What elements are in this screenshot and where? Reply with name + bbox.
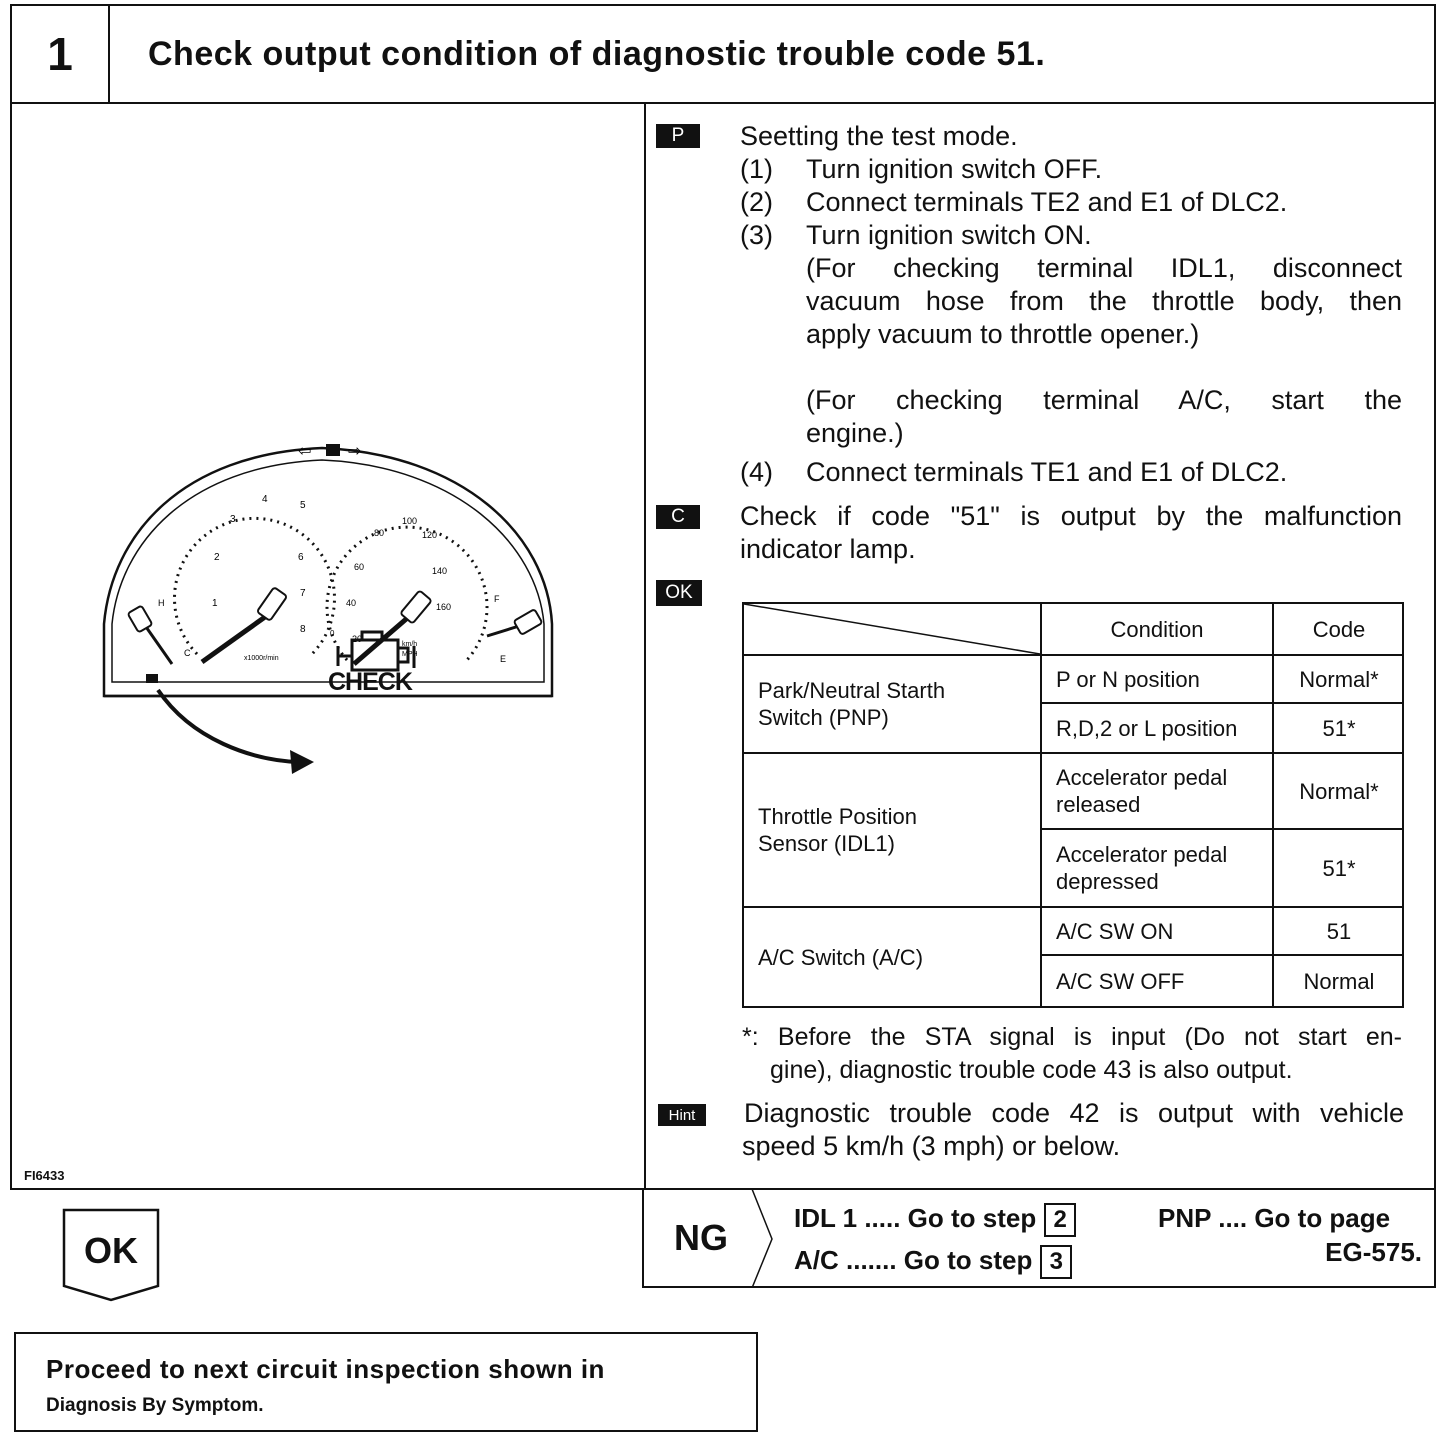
- fuel-gauge: [487, 594, 542, 664]
- header-code: Code: [1312, 616, 1366, 642]
- hint-tag: Hint: [658, 1104, 706, 1126]
- speed-unit-label: km/h: [402, 641, 418, 648]
- turn-signal-left-icon: ⇦: [298, 441, 312, 460]
- step4-text: Connect terminals TE1 and E1 of DLC2.: [806, 457, 1288, 487]
- step3-number: (3): [740, 220, 773, 250]
- check-label: CHECK: [328, 668, 412, 696]
- step-2-link[interactable]: 2: [1044, 1203, 1076, 1237]
- ng-ac-line: A/C ....... Go to step 3: [794, 1245, 1072, 1279]
- tps-label: Throttle Position Sensor (IDL1): [758, 804, 917, 856]
- proceed-line2[interactable]: Diagnosis By Symptom.: [46, 1395, 264, 1416]
- footnote-line1: *: Before the STA signal is input (Do not start en-: [742, 1023, 1402, 1051]
- ng-idl-line: IDL 1 ..... Go to step 2: [794, 1203, 1076, 1237]
- tps-cond-1: Accelerator pedal released: [1056, 765, 1228, 817]
- pnp-code-2: 51*: [1322, 715, 1356, 741]
- ac-note-line1: (For checking terminal A/C, start the: [806, 385, 1402, 415]
- pnp-cond-1: P or N position: [1056, 666, 1200, 692]
- idl1-note-line3: apply vacuum to throttle opener.): [806, 319, 1200, 349]
- instrument-cluster-illustration: [102, 424, 562, 784]
- hint-line2: speed 5 km/h (3 mph) or below.: [742, 1131, 1121, 1161]
- step3-text: Turn ignition switch ON.: [806, 220, 1092, 250]
- svg-text:140: 140: [432, 566, 448, 576]
- idl1-note-line2: vacuum hose from the throttle body, then: [806, 286, 1402, 316]
- pnp-code-1: Normal*: [1299, 666, 1379, 692]
- ok-tag: OK: [656, 580, 702, 606]
- rpm-unit-label: x1000r/min: [244, 655, 279, 662]
- svg-text:6: 6: [298, 552, 304, 563]
- svg-text:40: 40: [346, 598, 357, 608]
- step2-number: (2): [740, 187, 773, 217]
- ok-label: OK: [84, 1230, 138, 1271]
- pnp-cond-2: R,D,2 or L position: [1056, 715, 1238, 741]
- tachometer: [175, 494, 335, 662]
- svg-text:120: 120: [422, 530, 438, 540]
- hint-line1: Diagnostic trouble code 42 is output with vehicle: [744, 1098, 1404, 1128]
- svg-text:F: F: [494, 594, 500, 604]
- speed-unit-label-2: MPH: [402, 651, 418, 658]
- step-3-link[interactable]: 3: [1040, 1245, 1072, 1279]
- setup-title: Seetting the test mode.: [740, 121, 1018, 151]
- ng-pnp-line2[interactable]: EG-575.: [1325, 1237, 1422, 1267]
- ac-cond-1: A/C SW ON: [1056, 918, 1174, 944]
- header-condition: Condition: [1110, 616, 1204, 642]
- beam-icon: [326, 444, 340, 456]
- tps-code-1: Normal*: [1299, 778, 1379, 804]
- p-tag: P: [656, 124, 700, 148]
- ok-result-badge: [62, 1208, 162, 1309]
- svg-text:0: 0: [330, 629, 335, 638]
- ac-cond-2: A/C SW OFF: [1056, 968, 1185, 994]
- callout-arrow: [158, 690, 298, 762]
- ng-label: NG: [674, 1217, 728, 1258]
- ng-pnp-line1: PNP .... Go to page: [1158, 1203, 1391, 1233]
- svg-text:7: 7: [300, 588, 306, 599]
- step-title: Check output condition of diagnostic trouble code 51.: [148, 34, 1046, 73]
- step-number: 1: [12, 6, 110, 102]
- ac-label: A/C Switch (A/C): [758, 944, 924, 970]
- svg-text:8: 8: [300, 624, 306, 635]
- svg-text:20: 20: [352, 634, 363, 644]
- svg-text:80: 80: [374, 528, 385, 538]
- c-tag: C: [656, 505, 700, 529]
- svg-text:H: H: [158, 598, 165, 608]
- turn-signal-right-icon: ⇨: [348, 441, 362, 460]
- ac-code-1: 51: [1326, 918, 1352, 944]
- ng-chevron: [748, 1189, 778, 1288]
- pnp-label: Park/Neutral Starth Switch (PNP): [758, 678, 946, 730]
- svg-text:C: C: [184, 648, 191, 658]
- svg-text:4: 4: [262, 494, 268, 505]
- svg-text:160: 160: [436, 602, 452, 612]
- check-line1: Check if code "51" is output by the malfunction: [740, 501, 1402, 531]
- step2-text: Connect terminals TE2 and E1 of DLC2.: [806, 187, 1288, 217]
- svg-text:2: 2: [214, 552, 220, 563]
- cluster-outline: [104, 448, 552, 696]
- proceed-box: [14, 1332, 758, 1432]
- cluster-check-lamp: [146, 674, 158, 683]
- svg-text:5: 5: [300, 500, 306, 511]
- ac-note-line2: engine.): [806, 418, 904, 448]
- svg-text:60: 60: [354, 562, 365, 572]
- idl1-note-line1: (For checking terminal IDL1, disconnect: [806, 253, 1402, 283]
- svg-text:1: 1: [212, 598, 218, 609]
- tps-cond-2: Accelerator pedal depressed: [1056, 842, 1228, 894]
- condition-table: [742, 602, 1404, 1008]
- svg-text:3: 3: [230, 514, 236, 525]
- svg-text:E: E: [500, 654, 507, 664]
- panel-divider: [644, 104, 646, 1188]
- step4-number: (4): [740, 457, 773, 487]
- proceed-line1: Proceed to next circuit inspection shown in: [46, 1354, 605, 1384]
- step-header: [10, 4, 1436, 104]
- figure-id: FI6433: [24, 1168, 65, 1183]
- ng-result-box: [642, 1189, 1436, 1288]
- step1-number: (1): [740, 154, 773, 184]
- temperature-gauge: [128, 598, 191, 664]
- check-line2: indicator lamp.: [740, 534, 916, 564]
- footnote-line2: gine), diagnostic trouble code 43 is also output.: [770, 1056, 1293, 1084]
- step1-text: Turn ignition switch OFF.: [806, 154, 1103, 184]
- tps-code-2: 51*: [1322, 855, 1356, 881]
- ac-code-2: Normal: [1303, 968, 1375, 994]
- svg-text:100: 100: [402, 516, 418, 526]
- header-diagonal: [744, 604, 1040, 654]
